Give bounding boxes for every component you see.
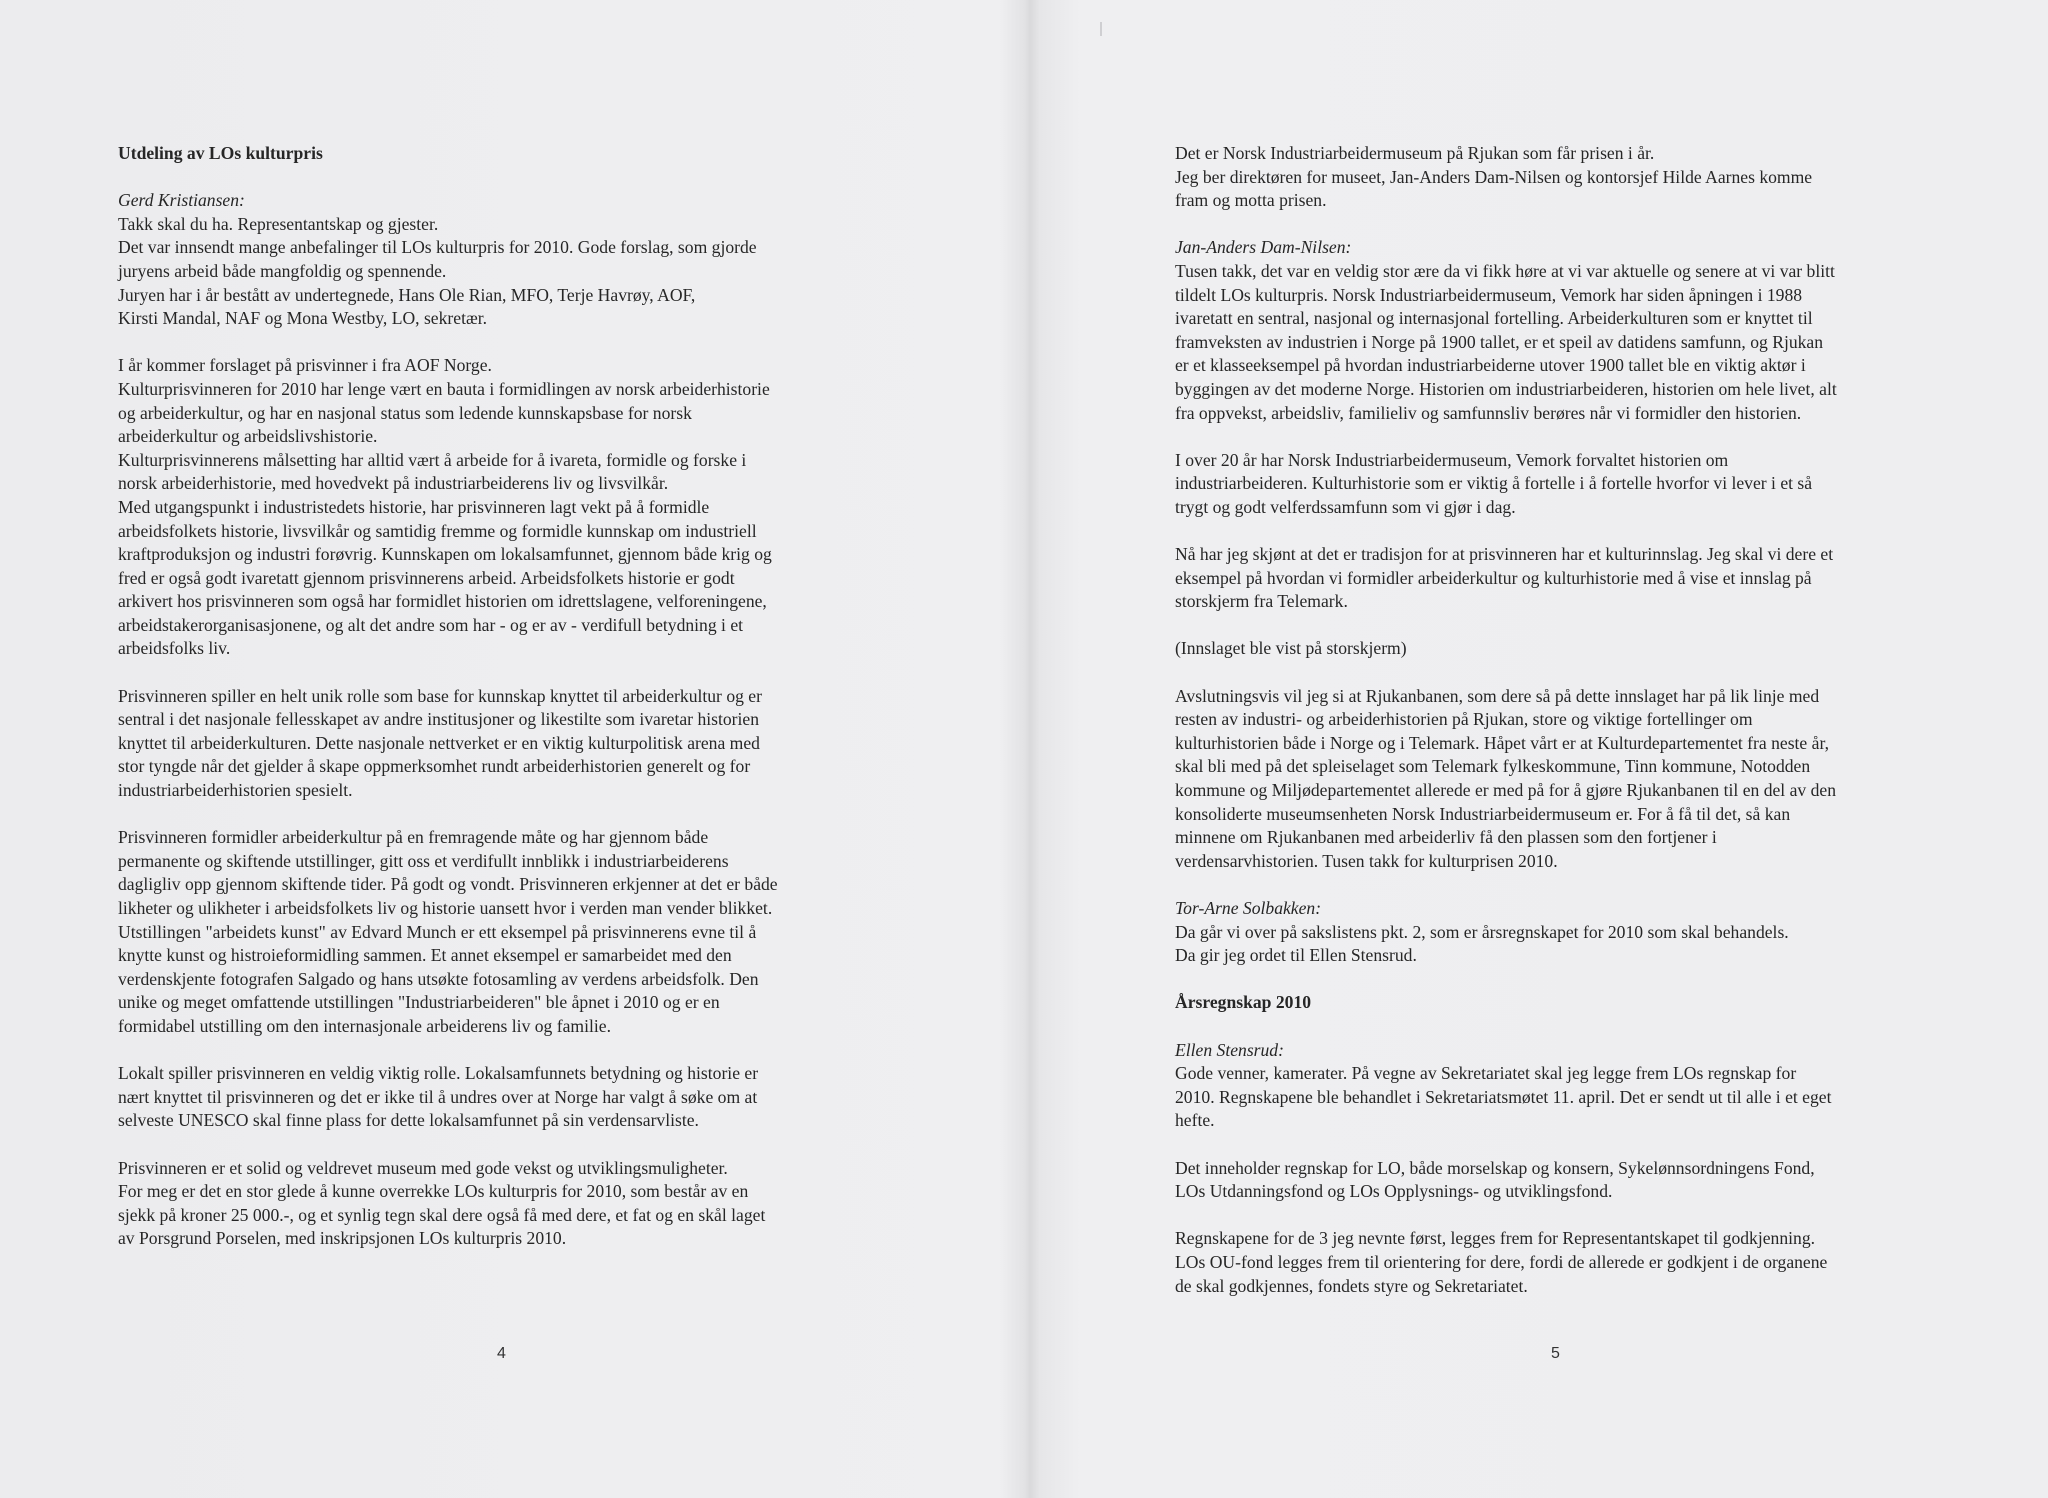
text-line: Kirsti Mandal, NAF og Mona Westby, LO, sekretær. — [118, 308, 487, 329]
text-line: hefte. — [1175, 1110, 1215, 1131]
text-line: Utstillingen "arbeidets kunst" av Edvard Munch er ett eksempel på prisvinnerens evne til å — [118, 921, 757, 942]
text-line: arbeidsfolks liv. — [118, 638, 231, 659]
speaker-name: Tor-Arne Solbakken: — [1175, 898, 1322, 918]
text-line: Avslutningsvis vil jeg si at Rjukanbanen, som dere så på dette innslaget har på lik linje med — [1175, 685, 1820, 706]
text-line: verdensarvhistorien. Tusen takk for kulturprisen 2010. — [1175, 850, 1558, 871]
text-line: selveste UNESCO skal finne plass for dette lokalsamfunnet på sin verdensarvliste. — [118, 1110, 699, 1131]
text-line: framveksten av industrien i Norge på 1900 tallet, er et speil av datidens samfunn, og Rjukan — [1175, 331, 1824, 352]
left-text-column — [118, 142, 878, 1251]
text-line: Prisvinneren er et solid og veldrevet museum med gode vekst og utviklingsmuligheter. — [118, 1157, 728, 1178]
text-line: sentral i det nasjonale fellesskapet av andre institusjoner og likestilte som ivaretar historien — [118, 709, 760, 730]
text-line: knytte kunst og histroieformidling sammen. Et annet eksempel er samarbeidet med den — [118, 945, 732, 966]
text-line: Nå har jeg skjønt at det er tradisjon for at prisvinneren har et kulturinnslag. Jeg skal vi dere et — [1175, 544, 1834, 565]
right-page — [1030, 0, 2048, 1498]
text-line: av Porsgrund Porselen, med inskripsjonen LOs kulturpris 2010. — [118, 1228, 567, 1249]
text-line: juryens arbeid både mangfoldig og spennende. — [118, 260, 447, 281]
text-line: I over 20 år har Norsk Industriarbeidermuseum, Vemork forvaltet historien om — [1175, 449, 1729, 470]
text-line: (Innslaget ble vist på storskjerm) — [1175, 638, 1407, 659]
text-line: Prisvinneren spiller en helt unik rolle som base for kunnskap knyttet til arbeiderkultur og er — [118, 685, 762, 706]
right-text-column — [1175, 142, 1975, 1298]
text-line: Prisvinneren formidler arbeiderkultur på en fremragende måte og har gjennom både — [118, 827, 709, 848]
text-line: Med utgangspunkt i industristedets historie, har prisvinneren lagt vekt på å formidle — [118, 496, 710, 517]
section-heading: Årsregnskap 2010 — [1175, 992, 1312, 1013]
text-line: kommune og Miljødepartementet allerede er med på for å gjøre Rjukanbanen til en del av den — [1175, 780, 1836, 801]
text-line: unike og meget omfattende utstillingen "Industriarbeideren" ble åpnet i 2010 og er en — [118, 992, 720, 1013]
text-line: arkivert hos prisvinneren som også har formidlet historien om idrettslagene, velforeningene, — [118, 591, 767, 612]
speaker-name: Jan-Anders Dam-Nilsen: — [1175, 237, 1352, 258]
text-line: Tusen takk, det var en veldig stor ære da vi fikk høre at vi var aktuelle og senere at vi var blitt — [1175, 260, 1835, 281]
speaker-name: Gerd Kristiansen: — [118, 190, 245, 211]
text-line: arbeidsfolkets historie, livsvilkår og samtidig fremme og formidle kunnskap om industriell — [118, 520, 757, 541]
speaker-name: Ellen Stensrud: — [1175, 1039, 1284, 1060]
text-line: permanente og skiftende utstillinger, gitt oss et verdifullt innblikk i industriarbeiderens — [118, 850, 729, 871]
text-line: Det er Norsk Industriarbeidermuseum på Rjukan som får prisen i år. — [1175, 143, 1655, 163]
text-line: trygt og godt velferdssamfunn som vi gjør i dag. — [1175, 496, 1516, 517]
text-line: sjekk på kroner 25 000.-, og et synlig tegn skal dere også få med dere, et fat og en skål laget — [118, 1204, 766, 1225]
text-line: Jeg ber direktøren for museet, Jan-Anders Dam-Nilsen og kontorsjef Hilde Aarnes komme — [1175, 166, 1813, 187]
text-line: ivaretatt en sentral, nasjonal og internasjonal fortelling. Arbeiderkulturen som er knyttet til — [1175, 308, 1813, 329]
text-line: Da går vi over på sakslistens pkt. 2, som er årsregnskapet for 2010 som skal behandels. — [1175, 921, 1789, 942]
text-line: verdenskjente fotografen Salgado og hans utsøkte fotosamling av verdens arbeidsfolk. Den — [118, 968, 759, 989]
text-line: Lokalt spiller prisvinneren en veldig viktig rolle. Lokalsamfunnets betydning og historie er — [118, 1063, 759, 1084]
text-line: byggingen av det moderne Norge. Historien om industriarbeideren, historien om hele livet, alt — [1175, 378, 1837, 399]
text-line: og arbeiderkultur, og har en nasjonal status som ledende kunnskapsbase for norsk — [118, 402, 692, 423]
text-line: I år kommer forslaget på prisvinner i fra AOF Norge. — [118, 355, 492, 376]
text-line: Regnskapene for de 3 jeg nevnte først, legges frem for Representantskapet til godkjenning. — [1175, 1228, 1816, 1249]
text-line: Det inneholder regnskap for LO, både morselskap og konsern, Sykelønnsordningens Fond, — [1175, 1157, 1815, 1178]
text-line: kraftproduksjon og industri forøvrig. Kunnskapen om lokalsamfunnet, gjennom både krig og — [118, 544, 772, 565]
text-line: arbeidstakerorganisasjonene, og alt det andre som har - og er av - verdifull betydning i et — [118, 614, 744, 635]
text-line: fred er også godt ivaretatt gjennom prisvinnerens arbeid. Arbeidsfolkets historie er godt — [118, 567, 735, 588]
text-line: Kulturprisvinnerens målsetting har alltid vært å arbeide for å ivareta, formidle og forske i — [118, 449, 747, 470]
text-line: dagligliv opp gjennom skiftende tider. På godt og vondt. Prisvinneren erkjenner at det er både — [118, 874, 778, 895]
text-line: industriarbeideren. Kulturhistorie som er viktig å fortelle i å fortelle hvorfor vi lever i et så — [1175, 473, 1813, 494]
text-line: LOs Utdanningsfond og LOs Opplysnings- og utviklingsfond. — [1175, 1181, 1613, 1202]
text-line: de skal godkjennes, fondets styre og Sekretariatet. — [1175, 1275, 1528, 1296]
text-line: Det var innsendt mange anbefalinger til LOs kulturpris for 2010. Gode forslag, som gjorde — [118, 237, 757, 258]
page-number: 5 — [1551, 1345, 1560, 1362]
text-line: nært knyttet til prisvinneren og det er ikke til å undres over at Norge har valgt å søke om at — [118, 1086, 758, 1107]
text-line: LOs OU-fond legges frem til orientering for dere, fordi de allerede er godkjent i de organene — [1175, 1251, 1828, 1272]
text-line: For meg er det en stor glede å kunne overrekke LOs kulturpris for 2010, som består av en — [118, 1181, 749, 1202]
text-line: Takk skal du ha. Representantskap og gjester. — [118, 213, 439, 234]
text-line: storskjerm fra Telemark. — [1175, 591, 1348, 612]
text-line: knyttet til arbeiderkulturen. Dette nasjonale nettverket er en viktig kulturpolitisk arena med — [118, 732, 760, 753]
text-line: stor tyngde når det gjelder å skape oppmerksomhet rundt arbeiderhistorien generelt og for — [118, 756, 751, 777]
text-line: skal bli med på det spleiselaget som Telemark fylkeskommune, Tinn kommune, Notodden — [1175, 756, 1811, 777]
text-line: er et klasseeksempel på hvordan industriarbeiderne utover 1900 tallet ble en viktig aktør i — [1175, 355, 1806, 376]
text-line: Juryen har i år bestått av undertegnede, Hans Ole Rian, MFO, Terje Havrøy, AOF, — [118, 284, 696, 305]
text-line: formidabel utstilling om den internasjonale arbeiderens liv og familie. — [118, 1015, 611, 1036]
text-line: fra oppvekst, arbeidsliv, familieliv og samfunnsliv berøres når vi formidler den historien. — [1175, 402, 1802, 423]
text-line: Da gir jeg ordet til Ellen Stensrud. — [1175, 945, 1417, 966]
text-line: industriarbeiderhistorien spesielt. — [118, 780, 353, 801]
text-line: fram og motta prisen. — [1175, 190, 1327, 211]
text-line: minnene om Rjukanbanen med arbeiderliv få den plassen som den fortjener i — [1175, 827, 1717, 848]
text-line: 2010. Regnskapene ble behandlet i Sekretariatsmøtet 11. april. Det er sendt ut til alle i et eget — [1175, 1086, 1832, 1107]
text-line: likheter og ulikheter i arbeidsfolkets liv og historie uansett hvor i verden man vender blikket. — [118, 898, 773, 918]
text-line: tildelt LOs kulturpris. Norsk Industriarbeidermuseum, Vemork har siden åpningen i 1988 — [1175, 284, 1803, 305]
text-line: kulturhistorien både i Norge og i Telemark. Håpet vårt er at Kulturdepartementet fra neste år, — [1175, 732, 1830, 753]
text-line: norsk arbeiderhistorie, med hovedvekt på industriarbeiderens liv og livsvilkår. — [118, 473, 669, 494]
text-line: Gode venner, kamerater. På vegne av Sekretariatet skal jeg legge frem LOs regnskap for — [1175, 1063, 1797, 1084]
text-line: konsoliderte museumsenheten Norsk Industriarbeidermuseum er. For å få til det, så kan — [1175, 803, 1791, 824]
text-line: eksempel på hvordan vi formidler arbeiderkultur og kulturhistorie med å vise et innslag på — [1175, 567, 1812, 588]
text-line: resten av industri- og arbeiderhistorien på Rjukan, store og viktige fortellinger om — [1175, 709, 1753, 730]
section-heading: Utdeling av LOs kulturpris — [118, 143, 323, 163]
text-line: arbeiderkultur og arbeidslivshistorie. — [118, 426, 378, 447]
page-number: 4 — [497, 1345, 506, 1362]
text-line: Kulturprisvinneren for 2010 har lenge vært en bauta i formidlingen av norsk arbeiderhistorie — [118, 378, 770, 399]
